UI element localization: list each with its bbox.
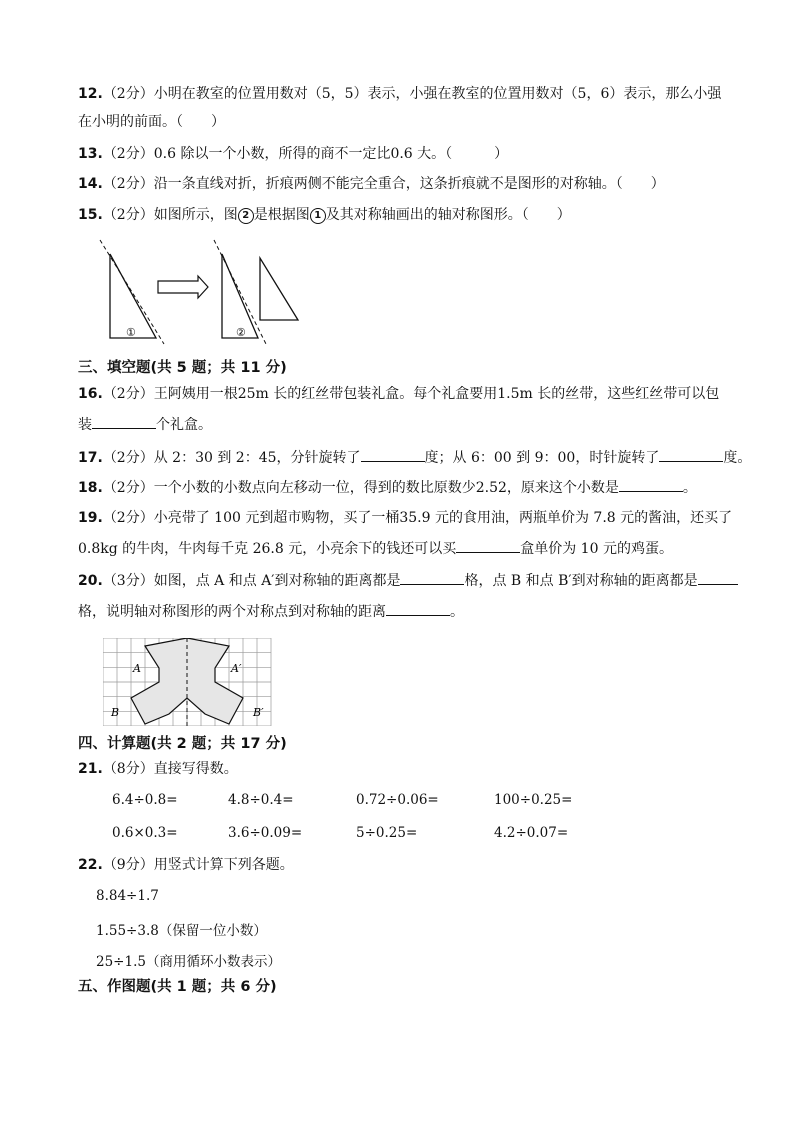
answer-blank-17b[interactable] (659, 447, 723, 462)
figure-20-grid (103, 638, 273, 726)
question-14: 14.（2分）沿一条直线对折，折痕两侧不能完全重合，这条折痕就不是图形的对称轴。（ ） (78, 176, 665, 192)
answer-blank-20b[interactable] (698, 570, 738, 585)
figure-label-2: ② (236, 326, 246, 339)
calc-item: 100÷0.25= (494, 792, 573, 808)
circled-two: 2 (238, 208, 254, 224)
question-17: 17.（2分）从 2：30 到 2：45，分针旋转了 度；从 6：00 到 9：00，时针旋转了 度。 (78, 447, 751, 468)
question-19: 19.（2分）小亮带了 100 元到超市购物，买了一桶35.9 元的食用油，两瓶单价为 7.8 元的酱油，还买了 (78, 510, 733, 526)
question-19-line2: 0.8kg 的牛肉，牛肉每千克 26.8 元，小亮余下的钱还可以买 盒单价为 10 元的鸡蛋。 (78, 538, 673, 559)
vertical-calc-item: 25÷1.5（商用循环小数表示） (96, 954, 281, 970)
calc-item: 0.72÷0.06= (356, 792, 439, 808)
section-5-title: 五、作图题(共 1 题；共 6 分) (78, 979, 277, 995)
figure-label-1: ① (126, 326, 136, 339)
vertical-calc-item: 8.84÷1.7 (96, 888, 159, 904)
point-A-prime-label: A′ (231, 662, 242, 675)
answer-blank-20a[interactable] (400, 570, 464, 585)
answer-blank-17a[interactable] (361, 447, 425, 462)
question-18: 18.（2分）一个小数的小数点向左移动一位，得到的数比原数少2.52，原来这个小数是 。 (78, 477, 697, 498)
calc-item: 4.2÷0.07= (494, 825, 569, 841)
question-21: 21.（8分）直接写得数。 (78, 761, 238, 777)
answer-blank-16[interactable] (92, 414, 156, 429)
circled-one: 1 (310, 208, 326, 224)
question-22: 22.（9分）用竖式计算下列各题。 (78, 857, 294, 873)
question-13: 13.（2分）0.6 除以一个小数，所得的商不一定比0.6 大。（ ） (78, 146, 509, 162)
answer-blank-19[interactable] (456, 538, 520, 553)
answer-blank-18[interactable] (619, 477, 683, 492)
answer-blank-20c[interactable] (386, 601, 450, 616)
section-3-title: 三、填空题(共 5 题；共 11 分) (78, 360, 287, 376)
calc-item: 5÷0.25= (356, 825, 418, 841)
arrow-icon (158, 276, 208, 298)
vertical-calc-item: 1.55÷3.8（保留一位小数） (96, 923, 267, 939)
calc-item: 6.4÷0.8= (112, 792, 178, 808)
question-16: 16.（2分）王阿姨用一根25m 长的红丝带包装礼盒。每个礼盒要用1.5m 长的丝带，这些红丝带可以包 (78, 386, 720, 402)
calc-item: 4.8÷0.4= (228, 792, 294, 808)
figure-15-triangles (90, 236, 310, 346)
point-B-prime-label: B′ (253, 706, 264, 719)
point-A-label: A (133, 662, 141, 675)
question-12: 12.（2分）小明在教室的位置用数对（5，5）表示，小强在教室的位置用数对（5，6）表示，那么小强 (78, 86, 722, 102)
point-B-label: B (111, 706, 120, 719)
calc-item: 0.6×0.3= (112, 825, 178, 841)
question-20-line2: 格，说明轴对称图形的两个对称点到对称轴的距离 。 (78, 601, 464, 622)
triangle-2b (260, 258, 298, 320)
question-16-line2: 装 个礼盒。 (78, 414, 212, 435)
question-15: 15.（2分）如图所示，图 2 是根据图 1 及其对称轴画出的轴对称图形。（ ） (78, 207, 571, 223)
calc-item: 3.6÷0.09= (228, 825, 303, 841)
section-4-title: 四、计算题(共 2 题；共 17 分) (78, 736, 287, 752)
question-12-line2: 在小明的前面。（ ） (78, 114, 225, 130)
question-20: 20.（3分）如图，点 A 和点 A′到对称轴的距离都是 格，点 B 和点 B′到对称轴的距离都是 (78, 570, 738, 591)
